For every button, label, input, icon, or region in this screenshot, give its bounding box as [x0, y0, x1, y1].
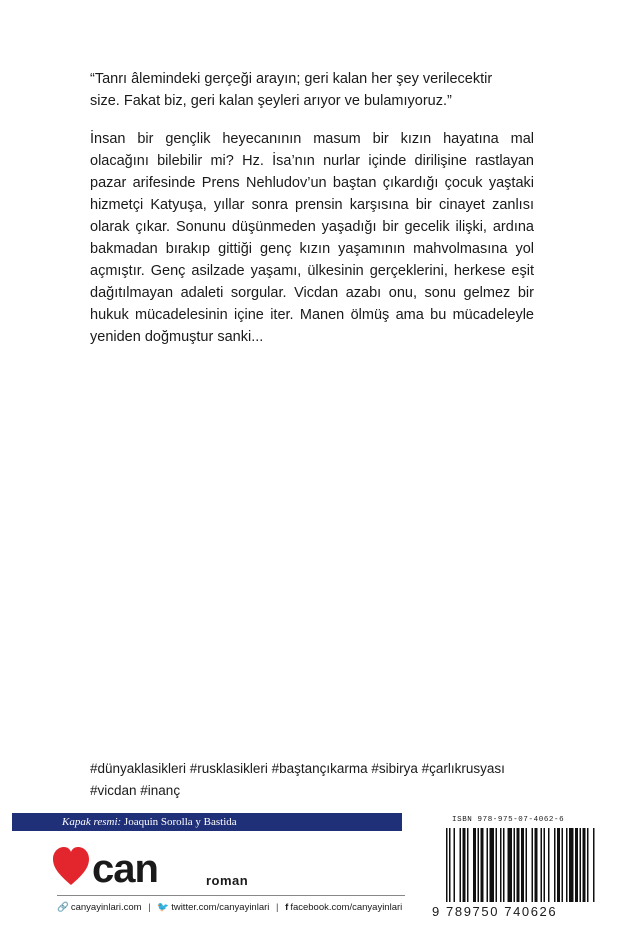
barcode-bar	[593, 828, 595, 902]
barcode-bar	[526, 828, 528, 902]
facebook-link[interactable]: facebook.com/canyayinlari	[290, 902, 403, 913]
isbn-barcode-block	[432, 816, 608, 926]
barcode-bar	[478, 828, 480, 902]
barcode-bar	[446, 828, 448, 902]
quote-line-1: “Tanrı âlemindeki gerçeği arayın; geri kalan her şey verilecektir	[90, 71, 493, 87]
barcode-bar	[500, 828, 502, 902]
website-link[interactable]: canyayinlari.com	[70, 902, 142, 913]
barcode-bar	[532, 828, 534, 902]
barcode-bar	[487, 828, 489, 902]
barcode-bar	[566, 828, 568, 902]
blurb-text: İnsan bir gençlik heyecanının masum bir kızın hayatına mal olacağını bilebilir mi? Hz. İsa’nın nurlar içinde dirilişine rastlayan pazar arifesinde Prens Nehludov’un baştan çıkardığı çocuk yaştaki hizmetçi Katyuşa, yıllar sonra prensin karşısına bir cinayet zanlısı olarak çıkar. Sonunu düşünmeden yaşadığı bir gecelik ilişki, ardına bakmadan bırakıp gittiği genç kızın yaşamının mahvolmasına yol açmıştır. Genç asilzade yaşamı, ülkesinin gerçeklerini, herkese eşit dağıtılmayan adaleti sorgular. Vicdan azabı onu, sonu gelmez bir hukuk mücadelesinin içine iter. Manen ölmüş ama bu mücadeleyle yeniden doğmuştur sanki...	[90, 131, 534, 345]
barcode-bar	[557, 828, 560, 902]
back-cover-blurb	[90, 128, 534, 348]
barcode-bar	[460, 828, 462, 902]
barcode-number: 9 789750 740626	[432, 904, 558, 919]
hashtags-line-1: #dünyaklasikleri #rusklasikleri #baştançıkarma #sibirya #çarlıkrusyası	[90, 761, 505, 776]
hashtags-line-2: #vicdan #inanç	[90, 783, 181, 798]
barcode-bar	[587, 828, 589, 902]
barcode-bar	[535, 828, 538, 902]
barcode-bar	[514, 828, 516, 902]
quote-line-2: size. Fakat biz, geri kalan şeyleri arıyor ve bulamıyoruz.”	[90, 93, 452, 109]
barcode-bar	[583, 828, 586, 902]
logo-wordmark: can	[92, 847, 158, 887]
barcode-bar	[481, 828, 484, 902]
barcode-bar	[569, 828, 574, 902]
barcode-bar	[508, 828, 513, 902]
separator: |	[276, 902, 279, 913]
twitter-icon: 🐦	[157, 902, 170, 913]
barcode-bar	[541, 828, 543, 902]
separator: |	[148, 902, 151, 913]
barcode-bar	[517, 828, 520, 902]
barcode-bar	[544, 828, 546, 902]
barcode-bar	[467, 828, 469, 902]
barcode-icon	[432, 828, 608, 906]
barcode-bar	[473, 828, 476, 902]
link-icon: 🔗	[57, 902, 69, 913]
barcode-bar	[562, 828, 564, 902]
twitter-link[interactable]: twitter.com/canyayinlari	[171, 902, 270, 913]
isbn-label: ISBN 978-975-07-4062-6	[452, 816, 565, 824]
barcode-bar	[454, 828, 456, 902]
barcode-bar	[548, 828, 550, 902]
cover-credit-artist: Joaquin Sorolla y Bastida	[123, 816, 237, 828]
heart-can-logo-icon	[52, 845, 202, 887]
barcode-bar	[554, 828, 556, 902]
epigraph-quote	[90, 68, 534, 112]
series-label: roman	[206, 873, 249, 888]
barcode-bar	[463, 828, 466, 902]
publisher-contacts	[57, 902, 417, 913]
barcode-bar	[490, 828, 495, 902]
barcode-bar	[496, 828, 498, 902]
barcode-bar	[580, 828, 582, 902]
publisher-logo	[52, 845, 202, 887]
barcode-bar	[449, 828, 451, 902]
barcode-bar	[521, 828, 524, 902]
facebook-icon: f	[285, 902, 289, 913]
barcode-bar	[575, 828, 578, 902]
footer-divider	[57, 895, 405, 896]
cover-credit-band	[12, 813, 402, 831]
hashtag-list	[90, 758, 534, 802]
barcode-bar	[503, 828, 505, 902]
cover-credit-label: Kapak resmi:	[62, 816, 122, 828]
